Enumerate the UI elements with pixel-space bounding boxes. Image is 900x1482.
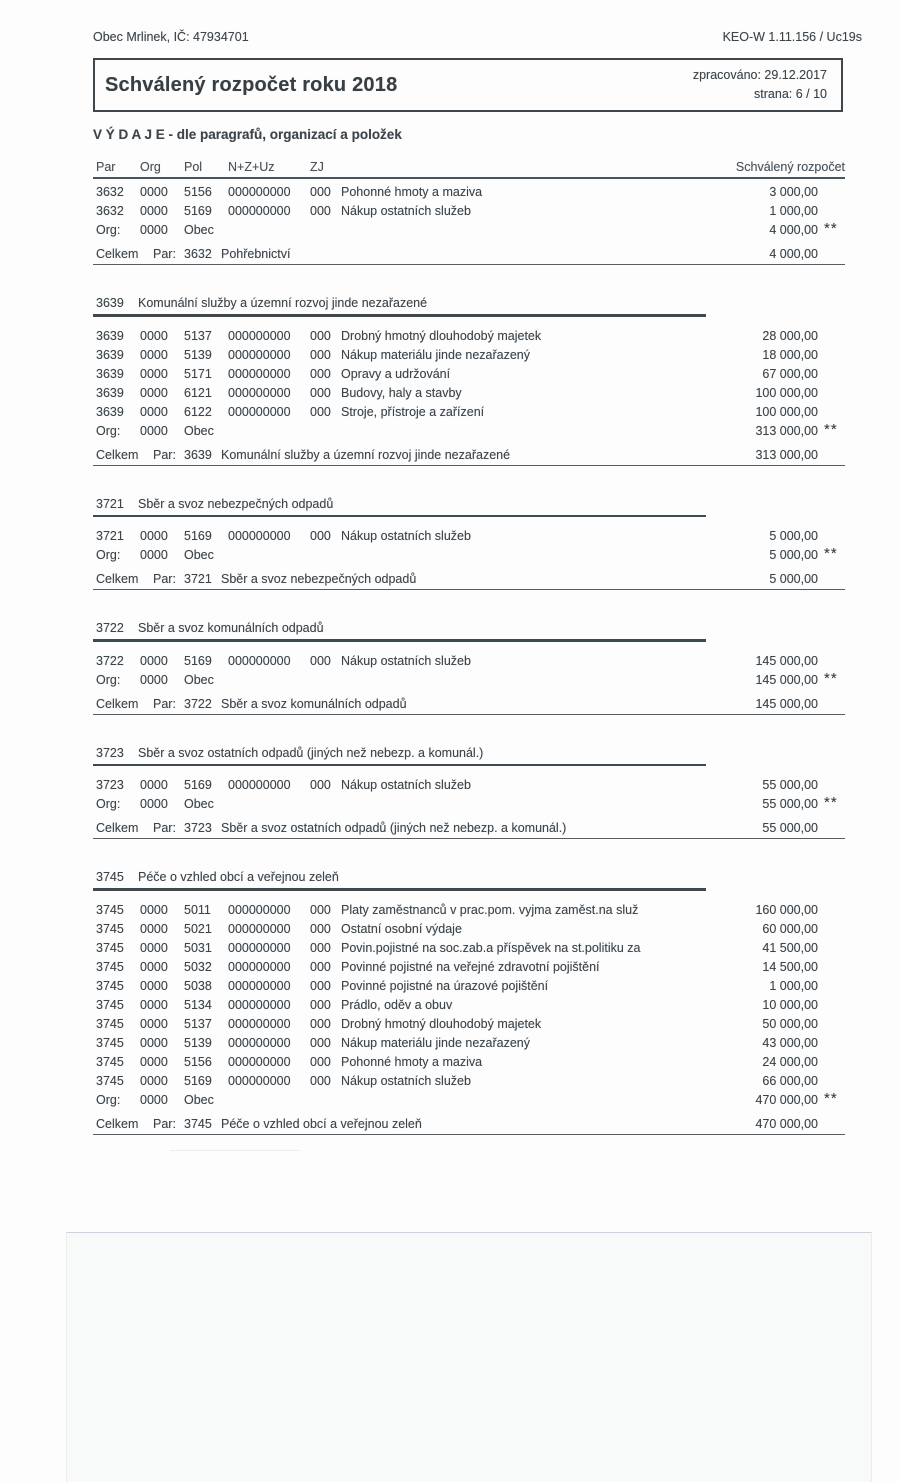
- org-total-row: [93, 1091, 845, 1110]
- stars-cell: [818, 365, 845, 384]
- zj-cell: 000: [310, 978, 331, 993]
- item-name-cell: Nákup ostatních služeb: [341, 204, 471, 218]
- par-cell: 3722: [96, 653, 124, 668]
- par-label: Par:: [153, 247, 176, 261]
- zj-cell: 000: [310, 1054, 331, 1069]
- celkem-label: Celkem: [96, 821, 139, 836]
- zj-cell: 000: [310, 921, 331, 936]
- paragraph-name: Komunální služby a územní rozvoj jinde nezařazené: [138, 296, 428, 310]
- col-header-amount: Schválený rozpočet: [735, 160, 845, 174]
- org-name-cell: Obec: [184, 223, 214, 237]
- org-cell: 0000: [140, 997, 168, 1012]
- stars-cell: [818, 1034, 845, 1053]
- header-left-text: Obec Mrlinek, IČ: 47934701: [93, 30, 249, 44]
- budget-row: [93, 958, 845, 977]
- pol-cell: 5169: [184, 529, 212, 544]
- section-rule: [93, 888, 706, 891]
- paragraph-section-title: [93, 620, 845, 636]
- amount-cell: 50 000,00: [762, 1016, 818, 1031]
- stars-cell: [818, 996, 845, 1015]
- par-cell: 3745: [96, 921, 124, 936]
- budget-row: [93, 939, 845, 958]
- nzuz-cell: 000000000: [228, 978, 291, 993]
- paragraph-total-row: [93, 571, 845, 590]
- org-total-amount: 313 000,00: [755, 423, 818, 438]
- par-cell: 3632: [96, 185, 124, 199]
- zj-cell: 000: [310, 529, 331, 544]
- paragraph-total-row: [93, 820, 845, 839]
- org-cell: 0000: [140, 1016, 168, 1031]
- page-number: strana: 6 / 10: [754, 87, 827, 101]
- zj-cell: 000: [310, 328, 331, 343]
- nzuz-cell: 000000000: [228, 1035, 291, 1050]
- zj-cell: 000: [310, 1073, 331, 1088]
- stars-marker: **: [824, 794, 838, 812]
- par-cell: 3745: [96, 1035, 124, 1050]
- amount-cell: 14 500,00: [762, 959, 818, 974]
- item-name-cell: Drobný hmotný dlouhodobý majetek: [341, 1016, 542, 1031]
- pol-cell: 5032: [184, 959, 212, 974]
- paragraph-number: 3639: [96, 296, 124, 310]
- zj-cell: 000: [310, 366, 331, 381]
- budget-row: [93, 977, 845, 996]
- par-cell: 3639: [96, 404, 124, 419]
- amount-cell: 10 000,00: [762, 997, 818, 1012]
- org-cell: 0000: [140, 1035, 168, 1050]
- item-name-cell: Povinné pojistné na úrazové pojištění: [341, 978, 549, 993]
- stars-cell: [818, 571, 845, 589]
- celkem-label: Celkem: [96, 247, 139, 261]
- celkem-label: Celkem: [96, 696, 139, 711]
- org-code-cell: 0000: [140, 423, 168, 438]
- col-header-par: Par: [96, 160, 116, 174]
- col-header-pol: Pol: [184, 160, 203, 174]
- par-cell: 3639: [96, 347, 124, 362]
- paragraph-name: Sběr a svoz nebezpečných odpadů: [138, 496, 334, 511]
- stars-cell: [818, 202, 845, 221]
- celkem-label: Celkem: [96, 572, 139, 587]
- document-header: [93, 30, 862, 44]
- par-cell: 3723: [96, 778, 124, 793]
- scan-smudge-artifact: [170, 1150, 300, 1151]
- paragraph-section-title: [93, 295, 845, 311]
- pol-cell: 5169: [184, 204, 212, 218]
- zj-cell: 000: [310, 940, 331, 955]
- title-box: [93, 58, 843, 112]
- org-cell: 0000: [140, 185, 168, 199]
- zj-cell: 000: [310, 404, 331, 419]
- zj-cell: 000: [310, 185, 331, 199]
- item-name-cell: Nákup ostatních služeb: [341, 778, 471, 793]
- section-rule: [93, 314, 706, 317]
- budget-row: [93, 1053, 845, 1072]
- paragraph-number: 3722: [184, 696, 212, 711]
- amount-cell: 160 000,00: [755, 902, 818, 917]
- paragraph-number: 3745: [96, 870, 124, 885]
- zj-cell: 000: [310, 347, 331, 362]
- amount-cell: 41 500,00: [762, 940, 818, 955]
- budget-row: [93, 920, 845, 939]
- zj-cell: 000: [310, 385, 331, 400]
- stars-marker: **: [824, 1089, 838, 1107]
- amount-cell: 5 000,00: [769, 529, 818, 544]
- amount-cell: 24 000,00: [762, 1054, 818, 1069]
- paragraph-number: 3721: [184, 572, 212, 587]
- paragraph-total-amount: 5 000,00: [769, 572, 818, 587]
- org-cell: 0000: [140, 385, 168, 400]
- pol-cell: 5021: [184, 921, 212, 936]
- stars-cell: [818, 183, 845, 202]
- scan-band-artifact: [66, 1232, 872, 1482]
- budget-row: [93, 183, 845, 202]
- par-cell: 3745: [96, 902, 124, 917]
- paragraph-number: 3722: [96, 621, 124, 636]
- paragraph-number: 3632: [184, 247, 212, 261]
- org-cell: 0000: [140, 328, 168, 343]
- par-cell: 3745: [96, 1016, 124, 1031]
- pol-cell: 6121: [184, 385, 212, 400]
- item-name-cell: Pohonné hmoty a maziva: [341, 1054, 483, 1069]
- paragraph-name: Sběr a svoz komunálních odpadů: [221, 696, 407, 711]
- org-total-amount: 470 000,00: [755, 1092, 818, 1107]
- amount-cell: 60 000,00: [762, 921, 818, 936]
- expenses-section-heading: V Ý D A J E - dle paragrafů, organizací a položek: [93, 127, 402, 142]
- zj-cell: 000: [310, 204, 331, 218]
- org-cell: 0000: [140, 940, 168, 955]
- stars-cell: [818, 1116, 845, 1134]
- org-total-row: [93, 671, 845, 690]
- amount-cell: 3 000,00: [769, 185, 818, 199]
- par-cell: 3745: [96, 959, 124, 974]
- nzuz-cell: 000000000: [228, 940, 291, 955]
- paragraph-name: Sběr a svoz ostatních odpadů (jiných než nebezp. a komunál.): [221, 821, 567, 836]
- org-cell: 0000: [140, 902, 168, 917]
- zj-cell: 000: [310, 778, 331, 793]
- section-rule: [93, 639, 706, 642]
- zj-cell: 000: [310, 1035, 331, 1050]
- pol-cell: 6122: [184, 404, 212, 419]
- par-label: Par:: [153, 696, 176, 711]
- org-total-amount: 4 000,00: [769, 223, 818, 237]
- paragraph-section-title: [93, 745, 845, 761]
- amount-cell: 55 000,00: [762, 778, 818, 793]
- par-label: Par:: [153, 1116, 176, 1131]
- pol-cell: 5139: [184, 1035, 212, 1050]
- stars-cell: [818, 327, 845, 346]
- pol-cell: 5139: [184, 347, 212, 362]
- paragraph-name: Sběr a svoz nebezpečných odpadů: [221, 572, 417, 587]
- stars-cell: [818, 901, 845, 920]
- org-cell: 0000: [140, 1073, 168, 1088]
- stars-marker: **: [824, 220, 838, 237]
- budget-row: [93, 346, 845, 365]
- paragraph-total-row: [93, 696, 845, 715]
- budget-row: [93, 1015, 845, 1034]
- nzuz-cell: 000000000: [228, 1016, 291, 1031]
- header-right-text: KEO-W 1.11.156 / Uc19s: [722, 30, 862, 44]
- par-label: Par:: [153, 572, 176, 587]
- pol-cell: 5169: [184, 778, 212, 793]
- org-cell: 0000: [140, 921, 168, 936]
- item-name-cell: Pohonné hmoty a maziva: [341, 185, 483, 199]
- table-body: [93, 179, 845, 1135]
- org-code-cell: 0000: [140, 548, 168, 563]
- zj-cell: 000: [310, 1016, 331, 1031]
- org-row-label: Org:: [96, 797, 121, 812]
- org-row-label: Org:: [96, 548, 121, 563]
- paragraph-section-title: [93, 869, 845, 885]
- org-total-row: [93, 546, 845, 565]
- org-cell: 0000: [140, 778, 168, 793]
- org-code-cell: 0000: [140, 672, 168, 687]
- celkem-label: Celkem: [96, 447, 139, 462]
- org-cell: 0000: [140, 978, 168, 993]
- item-name-cell: Stroje, přístroje a zařízení: [341, 404, 485, 419]
- budget-table: [93, 160, 845, 1135]
- paragraph-number: 3745: [184, 1116, 212, 1131]
- col-header-nzuz: N+Z+Uz: [228, 160, 275, 174]
- pol-cell: 5134: [184, 997, 212, 1012]
- org-total-amount: 55 000,00: [762, 797, 818, 812]
- col-header-org: Org: [140, 160, 161, 174]
- pol-cell: 5038: [184, 978, 212, 993]
- nzuz-cell: 000000000: [228, 185, 291, 199]
- nzuz-cell: 000000000: [228, 366, 291, 381]
- paragraph-total-row: [93, 1116, 845, 1135]
- nzuz-cell: 000000000: [228, 204, 291, 218]
- stars-cell: [818, 1015, 845, 1034]
- par-cell: 3639: [96, 385, 124, 400]
- stars-cell: [818, 447, 845, 465]
- pol-cell: 5156: [184, 1054, 212, 1069]
- item-name-cell: Povin.pojistné na soc.zab.a příspěvek na st.politiku za: [341, 940, 641, 955]
- amount-cell: 18 000,00: [762, 347, 818, 362]
- budget-row: [93, 652, 845, 671]
- org-name-cell: Obec: [184, 423, 214, 438]
- stars-cell: [818, 384, 845, 403]
- zj-cell: 000: [310, 959, 331, 974]
- stars-cell: [818, 527, 845, 546]
- par-cell: 3745: [96, 1073, 124, 1088]
- nzuz-cell: 000000000: [228, 921, 291, 936]
- pol-cell: 5156: [184, 185, 212, 199]
- par-cell: 3745: [96, 940, 124, 955]
- org-cell: 0000: [140, 347, 168, 362]
- par-cell: 3745: [96, 997, 124, 1012]
- item-name-cell: Nákup ostatních služeb: [341, 1073, 471, 1088]
- section-rule: [93, 515, 706, 518]
- paragraph-name: Sběr a svoz komunálních odpadů: [138, 621, 324, 636]
- nzuz-cell: 000000000: [228, 653, 291, 668]
- item-name-cell: Nákup ostatních služeb: [341, 653, 471, 668]
- org-name-cell: Obec: [184, 797, 214, 812]
- item-name-cell: Platy zaměstnanců v prac.pom. vyjma zaměst.na služ: [341, 902, 639, 917]
- paragraph-name: Komunální služby a územní rozvoj jinde nezařazené: [221, 447, 511, 462]
- par-label: Par:: [153, 447, 176, 462]
- item-name-cell: Opravy a udržování: [341, 366, 451, 381]
- item-name-cell: Drobný hmotný dlouhodobý majetek: [341, 328, 542, 343]
- org-cell: 0000: [140, 959, 168, 974]
- paragraph-number: 3723: [96, 745, 124, 760]
- org-total-amount: 5 000,00: [769, 548, 818, 563]
- org-code-cell: 0000: [140, 223, 168, 237]
- paragraph-total-amount: 470 000,00: [755, 1116, 818, 1131]
- budget-row: [93, 996, 845, 1015]
- stars-cell: [818, 939, 845, 958]
- org-row-label: Org:: [96, 223, 121, 237]
- paragraph-total-row: [93, 447, 845, 466]
- paragraph-total-amount: 313 000,00: [755, 447, 818, 462]
- zj-cell: 000: [310, 653, 331, 668]
- item-name-cell: Budovy, haly a stavby: [341, 385, 462, 400]
- stars-marker: **: [824, 545, 838, 563]
- org-name-cell: Obec: [184, 672, 214, 687]
- org-cell: 0000: [140, 204, 168, 218]
- nzuz-cell: 000000000: [228, 347, 291, 362]
- nzuz-cell: 000000000: [228, 404, 291, 419]
- stars-marker: **: [824, 669, 838, 687]
- zj-cell: 000: [310, 997, 331, 1012]
- amount-cell: 100 000,00: [755, 385, 818, 400]
- nzuz-cell: 000000000: [228, 778, 291, 793]
- stars-cell: [818, 1053, 845, 1072]
- org-total-row: [93, 795, 845, 814]
- nzuz-cell: 000000000: [228, 997, 291, 1012]
- pol-cell: 5171: [184, 366, 212, 381]
- par-cell: 3632: [96, 204, 124, 218]
- org-code-cell: 0000: [140, 1092, 168, 1107]
- stars-marker: **: [824, 420, 838, 438]
- budget-row: [93, 403, 845, 422]
- pol-cell: 5169: [184, 1073, 212, 1088]
- paragraph-name: Péče o vzhled obcí a veřejnou zeleň: [221, 1116, 422, 1131]
- par-cell: 3745: [96, 978, 124, 993]
- amount-cell: 67 000,00: [762, 366, 818, 381]
- par-cell: 3745: [96, 1054, 124, 1069]
- pol-cell: 5169: [184, 653, 212, 668]
- item-name-cell: Nákup ostatních služeb: [341, 529, 471, 544]
- budget-row: [93, 901, 845, 920]
- nzuz-cell: 000000000: [228, 328, 291, 343]
- budget-row: [93, 327, 845, 346]
- org-total-amount: 145 000,00: [755, 672, 818, 687]
- amount-cell: 145 000,00: [755, 653, 818, 668]
- stars-cell: [818, 920, 845, 939]
- report-title: Schválený rozpočet roku 2018: [105, 73, 398, 96]
- paragraph-number: 3639: [184, 447, 212, 462]
- amount-cell: 1 000,00: [769, 978, 818, 993]
- pol-cell: 5137: [184, 1016, 212, 1031]
- par-label: Par:: [153, 821, 176, 836]
- nzuz-cell: 000000000: [228, 1054, 291, 1069]
- org-row-label: Org:: [96, 1092, 121, 1107]
- paragraph-total-amount: 55 000,00: [762, 821, 818, 836]
- section-rule: [93, 764, 706, 767]
- zj-cell: 000: [310, 902, 331, 917]
- item-name-cell: Ostatní osobní výdaje: [341, 921, 462, 936]
- paragraph-name: Pohřebnictví: [221, 247, 291, 261]
- paragraph-total-row: [93, 246, 845, 265]
- amount-cell: 66 000,00: [762, 1073, 818, 1088]
- org-row-label: Org:: [96, 672, 121, 687]
- par-cell: 3721: [96, 529, 124, 544]
- title-meta: [693, 66, 841, 104]
- org-row-label: Org:: [96, 423, 121, 438]
- budget-row: [93, 1034, 845, 1053]
- table-header-row: [93, 160, 845, 179]
- org-code-cell: 0000: [140, 797, 168, 812]
- paragraph-total-amount: 145 000,00: [755, 696, 818, 711]
- col-header-zj: ZJ: [310, 160, 324, 174]
- stars-cell: [818, 958, 845, 977]
- celkem-label: Celkem: [96, 1116, 139, 1131]
- stars-cell: [818, 820, 845, 838]
- stars-cell: [818, 977, 845, 996]
- stars-cell: [818, 1072, 845, 1091]
- amount-cell: 43 000,00: [762, 1035, 818, 1050]
- org-name-cell: Obec: [184, 548, 214, 563]
- budget-row: [93, 527, 845, 546]
- pol-cell: 5137: [184, 328, 212, 343]
- budget-row: [93, 365, 845, 384]
- org-name-cell: Obec: [184, 1092, 214, 1107]
- stars-cell: [818, 403, 845, 422]
- item-name-cell: Nákup materiálu jinde nezařazený: [341, 1035, 530, 1050]
- org-cell: 0000: [140, 404, 168, 419]
- paragraph-section-title: [93, 496, 845, 512]
- nzuz-cell: 000000000: [228, 959, 291, 974]
- par-cell: 3639: [96, 328, 124, 343]
- item-name-cell: Povinné pojistné na veřejné zdravotní pojištění: [341, 959, 600, 974]
- amount-cell: 28 000,00: [762, 328, 818, 343]
- org-total-row: [93, 221, 845, 240]
- pol-cell: 5031: [184, 940, 212, 955]
- amount-cell: 100 000,00: [755, 404, 818, 419]
- nzuz-cell: 000000000: [228, 385, 291, 400]
- budget-row: [93, 1072, 845, 1091]
- paragraph-total-amount: 4 000,00: [769, 247, 818, 261]
- org-cell: 0000: [140, 529, 168, 544]
- paragraph-number: 3721: [96, 496, 124, 511]
- org-cell: 0000: [140, 366, 168, 381]
- org-total-row: [93, 422, 845, 441]
- stars-cell: [818, 346, 845, 365]
- org-cell: 0000: [140, 1054, 168, 1069]
- budget-row: [93, 384, 845, 403]
- stars-cell: [818, 776, 845, 795]
- org-cell: 0000: [140, 653, 168, 668]
- stars-cell: [818, 246, 845, 264]
- par-cell: 3639: [96, 366, 124, 381]
- amount-cell: 1 000,00: [769, 204, 818, 218]
- paragraph-name: Sběr a svoz ostatních odpadů (jiných než nebezp. a komunál.): [138, 745, 484, 760]
- nzuz-cell: 000000000: [228, 902, 291, 917]
- stars-cell: [818, 652, 845, 671]
- nzuz-cell: 000000000: [228, 1073, 291, 1088]
- pol-cell: 5011: [184, 902, 211, 917]
- item-name-cell: Prádlo, oděv a obuv: [341, 997, 453, 1012]
- paragraph-name: Péče o vzhled obcí a veřejnou zeleň: [138, 870, 339, 885]
- budget-row: [93, 776, 845, 795]
- stars-cell: [818, 696, 845, 714]
- paragraph-number: 3723: [184, 821, 212, 836]
- processed-date: zpracováno: 29.12.2017: [692, 68, 827, 82]
- budget-row: [93, 202, 845, 221]
- nzuz-cell: 000000000: [228, 529, 291, 544]
- item-name-cell: Nákup materiálu jinde nezařazený: [341, 347, 530, 362]
